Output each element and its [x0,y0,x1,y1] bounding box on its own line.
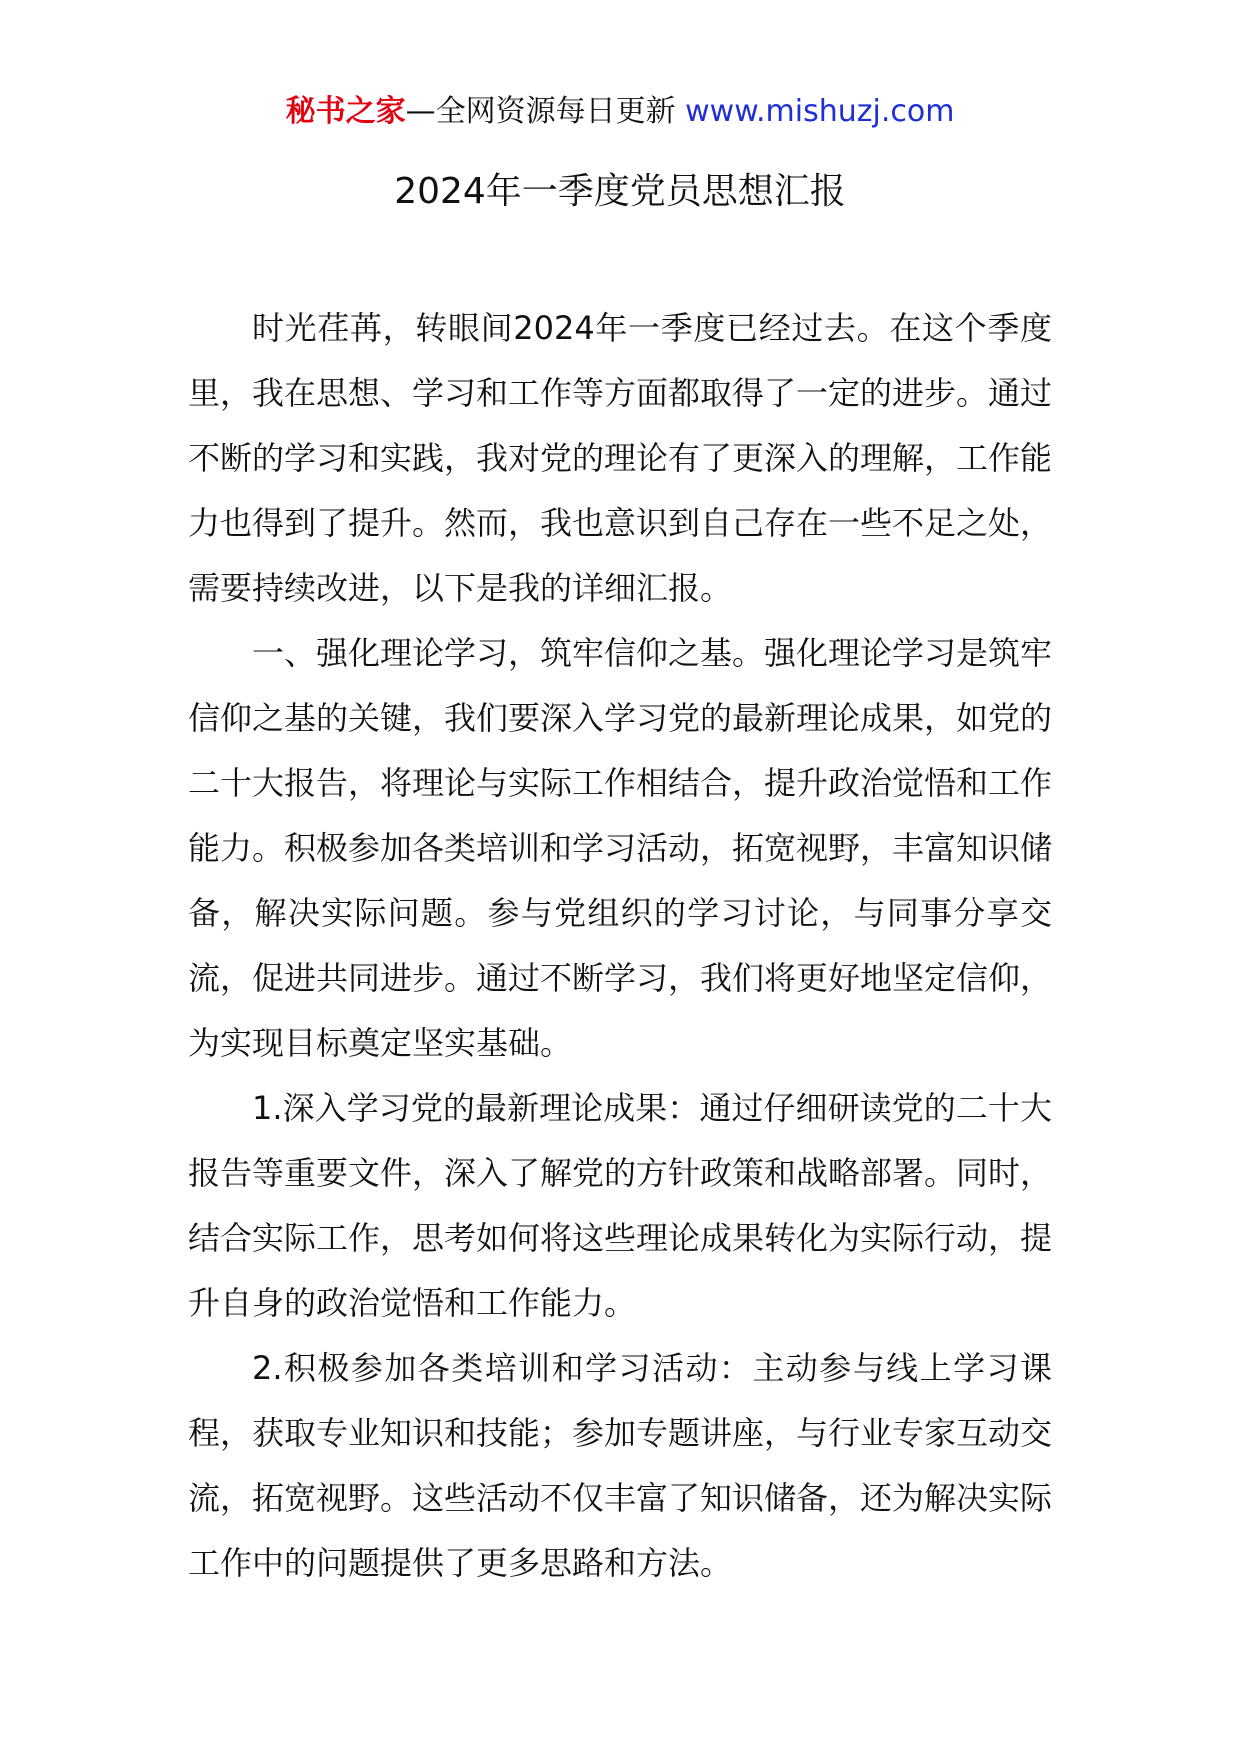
paragraph-item-2: 2.积极参加各类培训和学习活动：主动参与线上学习课程，获取专业知识和技能；参加专题讲座，与行业专家互动交流，拓宽视野。这些活动不仅丰富了知识储备，还为解决实际工作中的问题提供了更多思路和方法。 [188,1349,1053,1582]
brand-name: 秘书之家 [285,94,406,129]
site-url-link[interactable]: www.mishuzj.com [685,94,955,129]
document-title: 2024年一季度党员思想汇报 [394,171,846,212]
paragraph-section-1: 一、强化理论学习，筑牢信仰之基。强化理论学习是筑牢信仰之基的关键，我们要深入学习党的最新理论成果，如党的二十大报告，将理论与实际工作相结合，提升政治觉悟和工作能力。积极参加各类培训和学习活动，拓宽视野，丰富知识储备，解决实际问题。参与党组织的学习讨论，与同事分享交流，促进共同进步。通过不断学习，我们将更好地坚定信仰，为实现目标奠定坚实基础。 [188,634,1053,1062]
paragraph-intro: 时光荏苒，转眼间2024年一季度已经过去。在这个季度里，我在思想、学习和工作等方面都取得了一定的进步。通过不断的学习和实践，我对党的理论有了更深入的理解，工作能力也得到了提升。然而，我也意识到自己存在一些不足之处，需要持续改进，以下是我的详细汇报。 [188,309,1053,607]
site-header [0,92,1240,132]
paragraph-item-1: 1.深入学习党的最新理论成果：通过仔细研读党的二十大报告等重要文件，深入了解党的方针政策和战略部署。同时，结合实际工作，思考如何将这些理论成果转化为实际行动，提升自身的政治觉悟和工作能力。 [188,1089,1053,1322]
document-body [188,296,1052,1596]
header-tagline: —全网资源每日更新 [405,94,686,129]
